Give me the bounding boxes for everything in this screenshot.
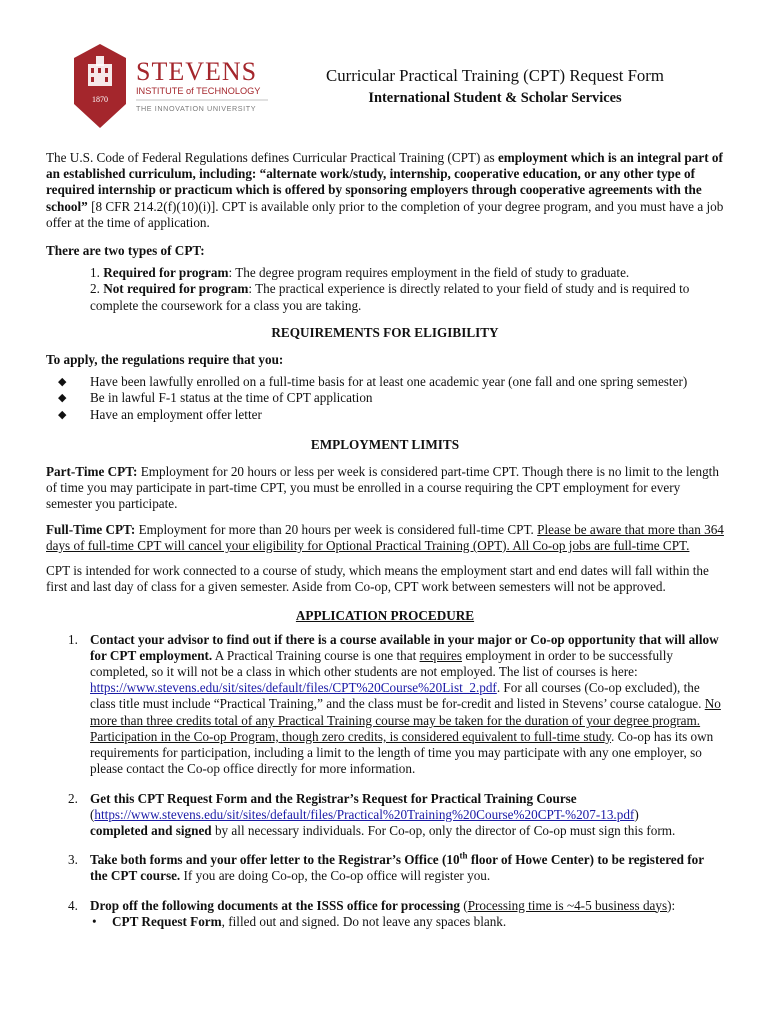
logo-name: STEVENS: [136, 57, 258, 86]
limits-heading: EMPLOYMENT LIMITS: [310, 436, 460, 452]
cpt-type-1: 1. Required for program: The degree program requires employment in the field of study to graduate.: [90, 265, 630, 281]
part-time-paragraph: Part-Time CPT: Employment for 20 hours or less per week is considered part-time CPT. Though there is no limit to the length of time you may participate in part-time CPT, you must be enrolled in a course requiring the CPT employment for every semester you participate.: [46, 464, 719, 512]
bullet-icon: •: [92, 913, 97, 929]
eligibility-intro: To apply, the regulations require that you:: [46, 352, 284, 368]
diamond-bullet-icon: ◆: [58, 392, 67, 405]
document-body: [46, 150, 724, 930]
form-title: Curricular Practical Training (CPT) Request Form: [326, 66, 664, 85]
list-item: ◆ Be in lawful F-1 status at the time of CPT application: [58, 390, 373, 406]
procedure-step-3: 3. Take both forms and your offer letter to the Registrar’s Office (10th floor of Howe Center) to be registered for the CPT course. If you are doing Co-op, the Co-op office will register you.: [68, 850, 704, 884]
list-item: ◆ Have been lawfully enrolled on a full-time basis for at least one academic year (one fall and one spring semester): [58, 374, 688, 390]
full-time-paragraph: Full-Time CPT: Employment for more than 20 hours per week is considered full-time CPT. Please be aware that more than 364 days of full-time CPT will cancel your eligibility for Optional Practical Training (OPT). All Co-op jobs are full-time CPT.: [46, 521, 724, 553]
eligibility-list: [46, 374, 724, 423]
diamond-bullet-icon: ◆: [58, 408, 67, 421]
cpt-intent-paragraph: CPT is intended for work connected to a course of study, which means the employment start and end dates will fall within the first and last day of class for a given semester. Aside from Co-op, CPT work between semesters will not be approved.: [46, 563, 709, 595]
types-heading: There are two types of CPT:: [46, 243, 205, 259]
list-item: ◆ Have an employment offer letter: [58, 406, 262, 422]
procedure-list: [46, 632, 724, 930]
list-item: • CPT Request Form, filled out and signed. Do not leave any spaces blank.: [92, 913, 507, 929]
procedure-heading: APPLICATION PROCEDURE: [295, 608, 475, 624]
intro-paragraph: The U.S. Code of Federal Regulations defines Curricular Practical Training (CPT) as employment which is an integral part of an established curriculum, including: “alternate work/study, internship, cooperative education, or any other type of required internship or practicum which is offered by sponsoring employers through cooperative agreements with the school” [8 CFR 214.2(f)(10)(i)]. CPT is available only prior to the completion of your degree program, and you must have a job offer at the time of application.: [46, 150, 724, 230]
form-subtitle: International Student & Scholar Services: [368, 90, 622, 106]
logo-institute: INSTITUTE of TECHNOLOGY: [136, 86, 261, 96]
cpt-type-2: 2. Not required for program: The practical experience is directly related to your field of study and is required to complete the coursework for a class you are taking.: [90, 281, 690, 313]
required-documents-list: [90, 914, 724, 930]
practical-training-course-link[interactable]: https://www.stevens.edu/sit/sites/default/files/Practical%20Training%20Course%20CPT-%207-13.pdf: [94, 806, 635, 822]
procedure-step-4: 4. Drop off the following documents at the ISSS office for processing (Processing time is ~4-5 business days): • CPT Request Form, filled out and signed. Do not leave any spaces blank.: [46, 898, 724, 930]
stevens-logo: [72, 44, 277, 128]
cpt-types-list: [46, 265, 724, 314]
logo-year: 1870: [92, 95, 108, 104]
procedure-step-1: 1. Contact your advisor to find out if there is a course available in your major or Co-op opportunity that will allow for CPT employment. A Practical Training course is one that requires employment in order to be successfully completed, so it will not be a class in which other students are not employed. The list of courses is here: https://www.stevens.edu/sit/sites/default/files/CPT%20Course%20List_2.pdf. For all courses (Co-op excluded), the class title must include “Practical Training,” and the class must be for-credit and listed in Stevens’ course catalogue. No more than three credits total of any Practical Training course may be taken for the duration of your degree program. Participation in the Co-op Program, though zero credits, is considered equivalent to full-time study. Co-op has its own requirements for participation, including a limit to the length of time you may participate with any one employer, so please contact the Co-op office directly for more information.: [68, 631, 721, 777]
eligibility-heading: REQUIREMENTS FOR ELIGIBILITY: [271, 324, 499, 340]
logo-tagline: THE INNOVATION UNIVERSITY: [136, 104, 257, 113]
procedure-step-2: 2. Get this CPT Request Form and the Registrar’s Request for Practical Training Course (https://www.stevens.edu/sit/sites/default/files/Practical%20Training%20Course%20CPT-%207-13.pdf) completed and signed by all necessary individuals. For Co-op, only the director of Co-op must sign this form.: [68, 790, 676, 838]
form-title-block: [300, 66, 690, 107]
diamond-bullet-icon: ◆: [58, 376, 67, 389]
cpt-course-list-link[interactable]: https://www.stevens.edu/sit/sites/default/files/CPT%20Course%20List_2.pdf: [90, 680, 497, 696]
